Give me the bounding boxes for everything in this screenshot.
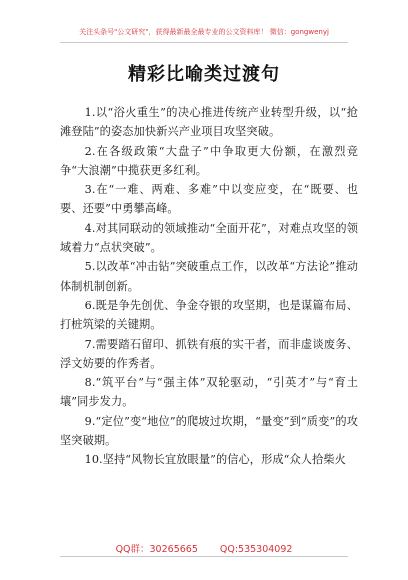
header-divider	[60, 42, 348, 43]
page-header: 关注头条号"公文研究"，获得最新最全最专业的公文资料库！ 微信：gongwenyj	[79, 28, 329, 36]
paragraph: 6.既是争先创优、争金夺银的攻坚期，也是谋篇布局、打桩筑梁的关键期。	[60, 298, 358, 332]
footer-divider	[60, 556, 348, 557]
paragraph: 5.以改革“冲击钻”突破重点工作，以改革“方法论”推动体制机制创新。	[60, 260, 358, 293]
page-footer	[0, 541, 408, 555]
footer-qq: QQ:535304092	[219, 544, 293, 555]
paragraph: 2.在各级政策“大盘子”中争取更大份额，在激烈竞争“大浪潮”中揽获更多红利。	[60, 144, 358, 177]
paragraph: 3.在“一难、两难、多难”中以变应变，在“既要、也要、还要”中勇攀高峰。	[60, 183, 358, 216]
paragraph: 9.“定位”变“地位”的爬坡过坎期，“量变”到“质变”的攻坚突破期。	[60, 414, 358, 448]
document-body	[60, 103, 358, 470]
paragraph: 10.坚持“风物长宜放眼量”的信心，形成“众人拾柴火	[84, 453, 346, 467]
footer-qq-group: QQ群：30265665	[115, 544, 198, 555]
paragraph: 7.需要踏石留印、抓铁有痕的实干者，而非虚谈废务、浮文妨要的作秀者。	[60, 337, 358, 370]
paragraph: 4.对其同联动的领域推动“全面开花”，对难点攻坚的领域着力“点状突破”。	[60, 221, 358, 255]
paragraph: 1.以“浴火重生”的决心推进传统产业转型升级，以“抢滩登陆”的姿态加快新兴产业项目攻坚突破。	[60, 106, 358, 139]
page-title: 精彩比喻类过渡句	[128, 64, 280, 85]
paragraph: 8.“筑平台”与“强主体”双轮驱动，“引英才”与“育土壤”同步发力。	[60, 376, 358, 409]
